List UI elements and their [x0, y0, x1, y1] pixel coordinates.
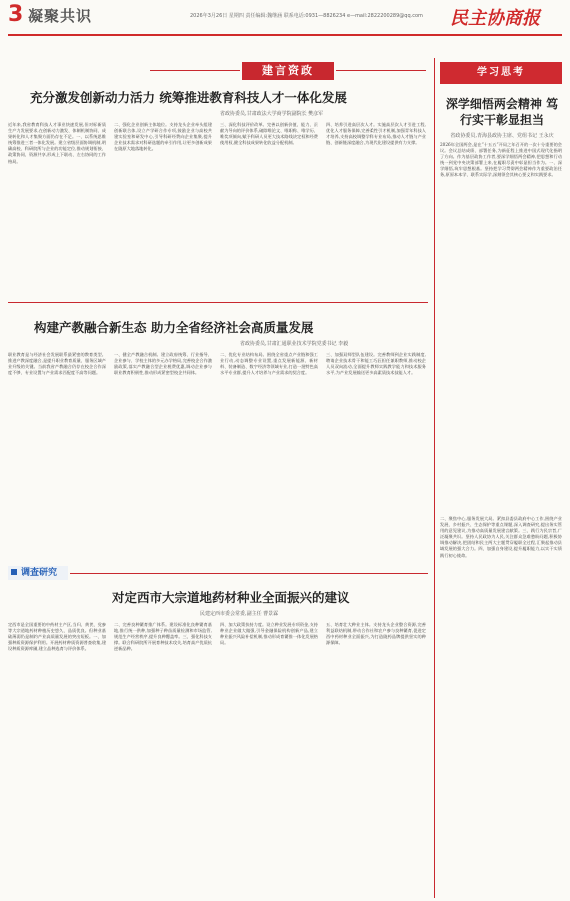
article-2-headline: 构建产教融合新生态 助力全省经济社会高质量发展	[34, 320, 314, 335]
article-2-column-3: 二、优化专业结构布局。围绕全省重点产业链和强工业行动,动态调整专业设置,重点发展新能源、新材料、装备制造、数字经济等领域专业,打造一批特色高水平专业群,提升人才培养与产业需求的契合度。	[220, 352, 318, 376]
article-divider-1	[8, 302, 428, 303]
masthead	[0, 0, 570, 32]
article-1-byline: 省政协委员,甘肃政法大学商学院副院长 樊彦军	[220, 111, 324, 117]
issue-info: 2026年3月26日 星期四 责任编辑:魏继涵 联系电话:0931—8826234 e—mail:2822200289@qq.com	[190, 13, 423, 19]
tag-square-icon	[11, 569, 17, 575]
article-2-column-1: 职业教育是与经济社会发展联系最紧密的教育类型。推进产教深度融合,是提升职业教育质量、服务区域产业升级的关键。当前我省产教融合仍存在校企合作深度不够、专业设置与产业需求匹配度不高等问题。	[8, 352, 106, 376]
article-3-column-4: 五、培育壮大种业主体。支持龙头企业整合资源,完善利益联结机制,带动合作社和农户参与良种繁育,促进定西中药材种业全面振兴,为打造陇药品牌提供坚实的种源保障。	[326, 622, 426, 646]
brand-logo: 民主协商报	[450, 8, 540, 29]
sidebar-divider	[434, 58, 435, 898]
sidebar-banner: 学习思考	[440, 62, 562, 84]
sidebar-column-1: 2026年全国两会,是在“十五五”开局之年召开的一次十分重要的会议。会议总结成绩、部署任务,为新征程上推进中国式现代化指明了方向。作为基层政协工作者,要深学细悟两会精神,把思想和行动统一到党中央决策部署上来,在履职尽责中彰显担当作为。一、深学细悟,筑牢思想根基。坚持把学习贯彻两会精神作为重要政治任务,原原本本学、联系实际学,深刻领会其核心要义和实践要求。	[440, 142, 562, 178]
main-banner: 建言资政	[242, 62, 334, 80]
article-2-column-2: 一、健全产教融合机制。建立政府统筹、行业指导、企业参与、学校主体的多元办学格局,完善校企合作激励政策,落实产教融合型企业税费优惠,调动企业参与职业教育积极性,推动形成紧密型校企共同体。	[114, 352, 212, 376]
section-title: 凝聚共识	[28, 7, 93, 25]
article-2-byline: 省政协委员,甘肃汇通职业技术学院党委书记 李毅	[240, 341, 349, 347]
sidebar-column-2: 二、聚焦中心,服务发展大局。紧扣县委县政府中心工作,围绕产业发展、乡村振兴、生态保护等重点课题,深入调查研究,提出务实管用的意见建议,为推动高质量发展建言献策。三、践行为民宗旨,广泛凝聚共识。坚持人民政协为人民,关注群众急难愁盼问题,积极协调推动解决,把团结和民主两大主题贯穿履职全过程,汇聚起推动县域发展的强大合力。四、加强自身建设,提升履职能力,以实干实绩践行初心使命。	[440, 516, 562, 558]
masthead-rule	[8, 34, 562, 36]
survey-tag	[8, 566, 68, 580]
article-1-headline: 充分激发创新动力活力 统筹推进教育科技人才一体化发展	[30, 90, 347, 105]
article-divider-2	[70, 573, 428, 574]
article-3-column-3: 四、加大政策扶持力度。设立种业发展专项资金,支持种业企业做大做强,引导金融保险机构创新产品,建立种业振兴风险补偿机制,推动形成育繁推一体化发展格局。	[220, 622, 318, 646]
article-1-column-4: 四、培养引进高层次人才。实施高层次人才引进工程,优化人才服务保障,完善柔性引才机制,加强青年科技人才培养,支持高校调整学科专业布局,推动人才链与产业链、创新链深度融合,为现代化建设提供有力支撑。	[326, 122, 426, 146]
article-3-headline: 对定西市大宗道地药材种业全面振兴的建议	[112, 590, 350, 605]
survey-tag-label: 调查研究	[21, 568, 58, 578]
banner-line-right	[336, 70, 426, 71]
page-number: 3	[8, 2, 24, 27]
article-3-column-1: 定西市是全国重要的中药材主产区,当归、黄芪、党参等大宗道地药材种植历史悠久、品质优良。但种业基础薄弱仍是制约产业高质量发展的突出短板。一、加强种质资源保护利用。开展药材种质资源普查收集,建设种质资源库圃,建立品种选育与评价体系。	[8, 622, 106, 652]
article-1-column-3: 三、深化科技评价改革。完善以创新价值、能力、贡献为导向的评价体系,破除唯论文、唯职称、唯学历、唯奖项倾向,赋予科研人员更大技术路线决定权和经费使用权,健全科技成果转化收益分配机制。	[220, 122, 318, 146]
article-1-column-2: 二、强化企业创新主体地位。支持龙头企业牵头组建创新联合体,设立产学研合作专项,鼓励企业与高校共建实验室和研发中心,引导科研经费向企业集聚,提升企业技术需求对科研选题的牵引作用,让更多创新成果在陇原大地落地转化。	[114, 122, 212, 152]
article-1-column-1: 近年来,我省教育科技人才事业快速发展,但对标新质生产力发展要求,在创新动力激发、体制机制协同、成果转化和人才集聚方面仍存在不足。一、以系统思维统筹推进三者一体化发展。建立省级层面协调机制,明确高校、科研院所与企业的功能定位,推动规划衔接、政策协同、资源共享,形成上下联动、左右协同的工作格局。	[8, 122, 106, 164]
sidebar-headline: 深学细悟两会精神 笃行实干彰显担当	[445, 97, 559, 127]
article-3-column-2: 二、完善良种繁育推广体系。建设标准化良种繁育基地,推行统一供种,加强种子种苗质量检测和市场监管,规范生产经营秩序,提升良种覆盖率。三、强化科技支撑。联合科研院所开展育种技术攻关,培育高产优质抗逆新品种。	[114, 622, 212, 652]
article-3-byline: 民建定西市委会常委,副主任 曹景霖	[200, 611, 279, 617]
article-2-column-4: 三、加强双师型队伍建设。完善教师到企业实践制度,聘请企业技术骨干和能工巧匠担任兼职教师,推动校企人员双向流动,全面提升教师实践教学能力和技术服务水平,为产业发展输送更多高素质技术技能人才。	[326, 352, 426, 376]
banner-line-left	[150, 70, 240, 71]
sidebar-byline: 省政协委员,青海县政协主席、党组书记 王永庆	[450, 133, 554, 139]
